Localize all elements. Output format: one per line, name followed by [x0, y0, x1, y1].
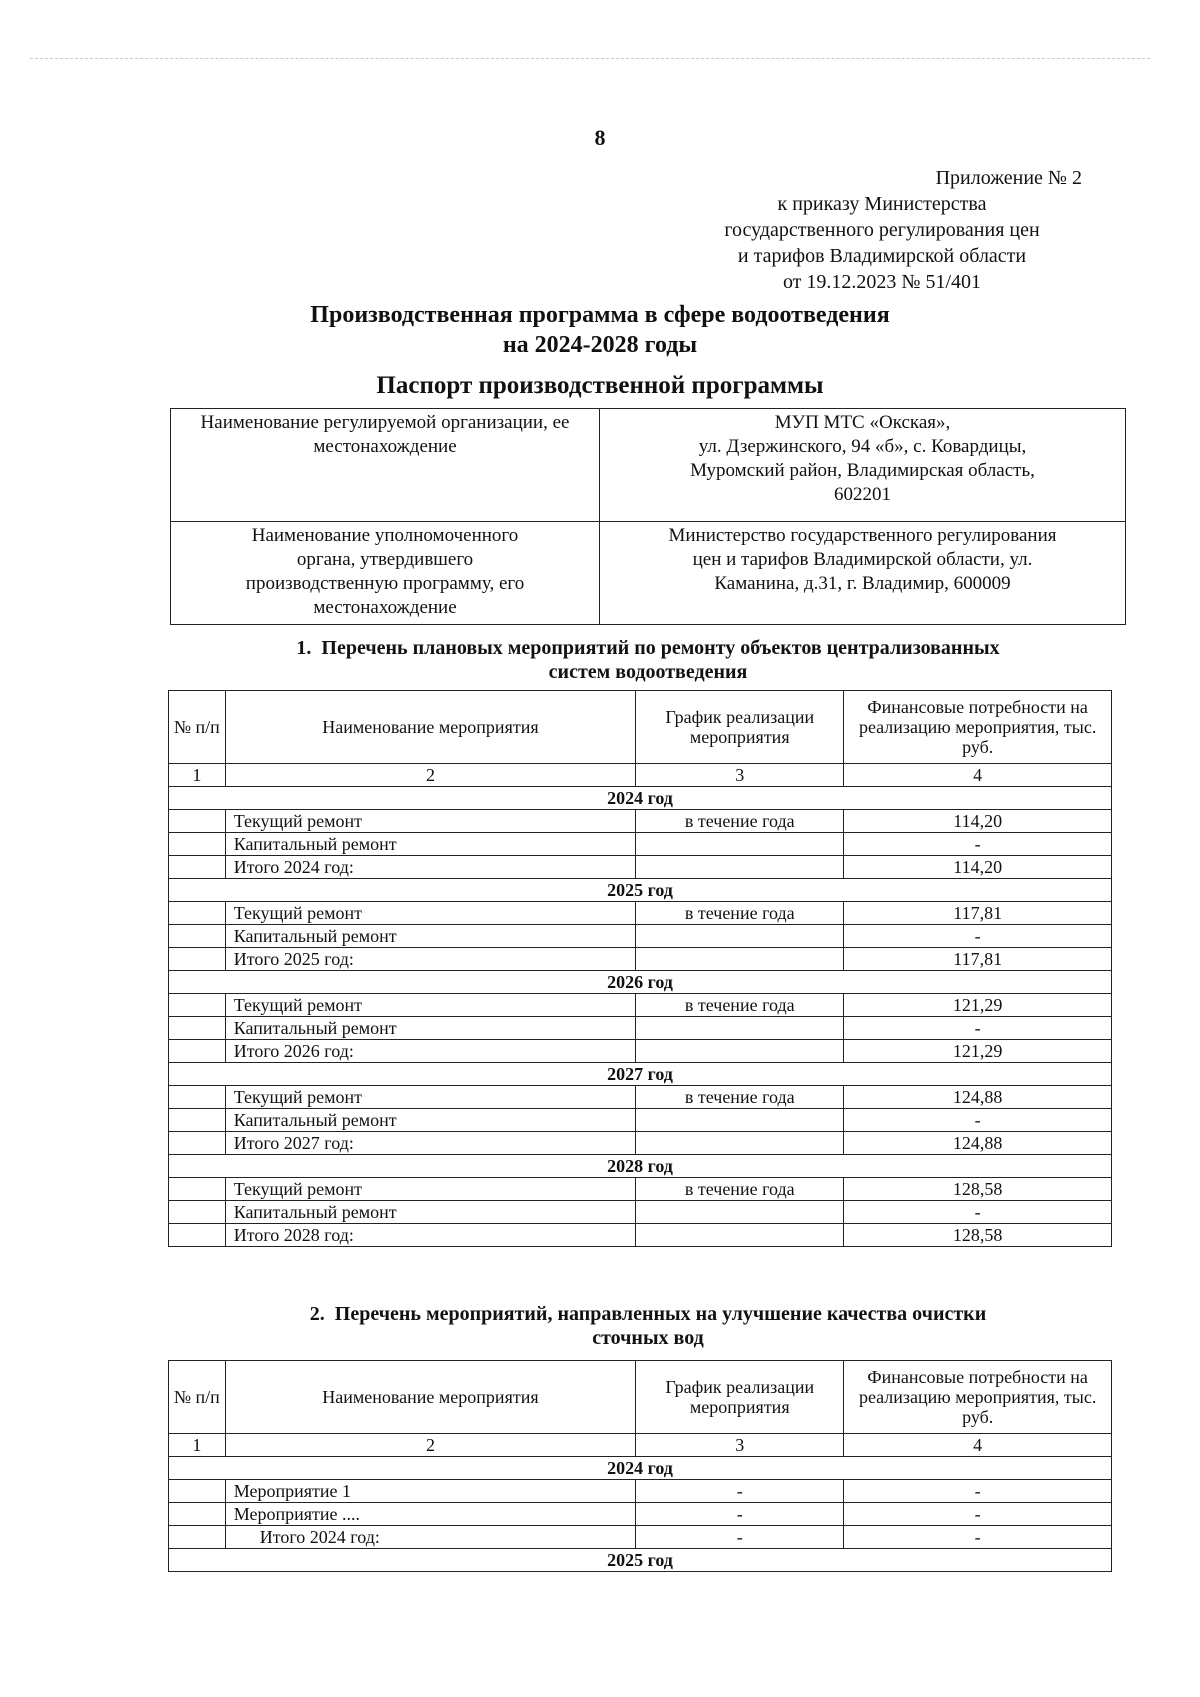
row-amount: 124,88: [844, 1086, 1112, 1109]
row-schedule: в течение года: [636, 902, 844, 925]
passport-value-line: Муромский район, Владимирская область,: [690, 460, 1035, 481]
row-amount: 117,81: [844, 948, 1112, 971]
row-name: Итого 2026 год:: [225, 1040, 635, 1063]
table-row: [169, 1178, 1112, 1201]
row-number: [169, 1040, 226, 1063]
row-number: [169, 810, 226, 833]
row-number: [169, 856, 226, 879]
passport-label: [171, 522, 600, 625]
section-heading-line: систем водоотведения: [548, 661, 748, 683]
header-number: № п/п: [169, 1361, 226, 1434]
passport-value-line: Министерство государственного регулирования: [668, 525, 1057, 546]
appendix-line: государственного регулирования цен: [724, 219, 1040, 241]
row-amount: -: [844, 833, 1112, 856]
column-number: 1: [169, 1434, 226, 1457]
scan-artifact-line: [30, 58, 1150, 59]
header-name: Наименование мероприятия: [225, 1361, 635, 1434]
row-number: [169, 1503, 226, 1526]
row-amount: 121,29: [844, 1040, 1112, 1063]
year-row: [169, 879, 1112, 902]
year-row: [169, 971, 1112, 994]
row-name: Итого 2027 год:: [225, 1132, 635, 1155]
column-number: 3: [636, 764, 844, 787]
table-row: [169, 1480, 1112, 1503]
row-number: [169, 925, 226, 948]
table-row: [169, 1526, 1112, 1549]
column-number: 2: [225, 1434, 635, 1457]
passport-title: Паспорт производственной программы: [376, 372, 824, 399]
row-schedule: [636, 856, 844, 879]
row-number: [169, 1224, 226, 1247]
row-amount: 121,29: [844, 994, 1112, 1017]
passport-label: Наименование регулируемой организации, ее местонахождение: [171, 409, 600, 522]
year-label: 2024 год: [169, 1457, 1112, 1480]
document-title-line: на 2024-2028 годы: [502, 332, 698, 358]
section-number: 2.: [309, 1303, 325, 1325]
table-row: [169, 1086, 1112, 1109]
section-title: Перечень плановых мероприятий по ремонту объектов централизованных: [321, 637, 1000, 659]
year-label: 2025 год: [169, 1549, 1112, 1572]
column-number: 1: [169, 764, 226, 787]
document-title: [150, 300, 1050, 360]
row-amount: 128,58: [844, 1178, 1112, 1201]
row-name: Капитальный ремонт: [225, 1201, 635, 1224]
row-schedule: в течение года: [636, 994, 844, 1017]
row-name: Итого 2025 год:: [225, 948, 635, 971]
section-number: 1.: [296, 637, 312, 659]
row-schedule: [636, 1132, 844, 1155]
row-number: [169, 1178, 226, 1201]
row-schedule: -: [636, 1480, 844, 1503]
table-row: [169, 1132, 1112, 1155]
row-name: Итого 2024 год:: [225, 856, 635, 879]
table-row: [169, 1201, 1112, 1224]
section-2-table: [168, 1360, 1112, 1572]
row-schedule: [636, 1040, 844, 1063]
column-number: 3: [636, 1434, 844, 1457]
table-row: [169, 856, 1112, 879]
row-amount: 124,88: [844, 1132, 1112, 1155]
row-name: Капитальный ремонт: [225, 925, 635, 948]
appendix-block: [672, 165, 1092, 295]
row-name: Текущий ремонт: [225, 1086, 635, 1109]
year-row: [169, 1549, 1112, 1572]
year-label: 2028 год: [169, 1155, 1112, 1178]
document-title-line: Производственная программа в сфере водоотведения: [310, 302, 890, 328]
row-schedule: -: [636, 1526, 844, 1549]
row-name: Мероприятие 1: [225, 1480, 635, 1503]
row-number: [169, 833, 226, 856]
row-schedule: [636, 1224, 844, 1247]
column-number: 4: [844, 764, 1112, 787]
page-number: 8: [594, 125, 606, 150]
row-schedule: -: [636, 1503, 844, 1526]
passport-value-line: МУП МТС «Окская»,: [774, 412, 951, 433]
table-row: [169, 994, 1112, 1017]
row-schedule: [636, 925, 844, 948]
section-heading-line: [170, 1302, 1126, 1326]
table-row: [169, 902, 1112, 925]
table-row: [169, 1224, 1112, 1247]
row-number: [169, 1480, 226, 1503]
passport-row: [171, 522, 1126, 625]
header-funding: Финансовые потребности на реализацию мероприятия, тыс. руб.: [844, 1361, 1112, 1434]
column-number: 4: [844, 1434, 1112, 1457]
appendix-line: Приложение № 2: [935, 167, 1082, 189]
row-name: Капитальный ремонт: [225, 1017, 635, 1040]
table-header-row: [169, 691, 1112, 764]
passport-value-line: 602201: [834, 484, 891, 505]
header-schedule: График реализации мероприятия: [636, 691, 844, 764]
section-2-heading: [170, 1302, 1126, 1350]
table-row: [169, 1109, 1112, 1132]
row-amount: -: [844, 1201, 1112, 1224]
section-heading-line: сточных вод: [592, 1327, 704, 1349]
header-name: Наименование мероприятия: [225, 691, 635, 764]
table-row: [169, 1503, 1112, 1526]
row-schedule: [636, 1201, 844, 1224]
row-schedule: в течение года: [636, 1086, 844, 1109]
appendix-line: к приказу Министерства: [777, 193, 987, 215]
row-amount: -: [844, 1526, 1112, 1549]
row-number: [169, 902, 226, 925]
table-row: [169, 948, 1112, 971]
column-number: 2: [225, 764, 635, 787]
row-schedule: [636, 833, 844, 856]
row-number: [169, 1201, 226, 1224]
row-amount: 117,81: [844, 902, 1112, 925]
year-label: 2027 год: [169, 1063, 1112, 1086]
row-name: Итого 2024 год:: [225, 1526, 635, 1549]
passport-value-line: цен и тарифов Владимирской области, ул.: [692, 549, 1033, 570]
header-schedule: График реализации мероприятия: [636, 1361, 844, 1434]
column-number-row: [169, 1434, 1112, 1457]
table-row: [169, 1017, 1112, 1040]
row-amount: 114,20: [844, 810, 1112, 833]
row-number: [169, 994, 226, 1017]
row-name: Итого 2028 год:: [225, 1224, 635, 1247]
row-number: [169, 948, 226, 971]
passport-label-line: производственную программу, его: [245, 573, 525, 594]
row-schedule: [636, 948, 844, 971]
row-amount: -: [844, 925, 1112, 948]
passport-table: [170, 408, 1126, 625]
passport-label-line: органа, утвердившего: [296, 549, 474, 570]
row-number: [169, 1109, 226, 1132]
table-row: [169, 810, 1112, 833]
header-number: № п/п: [169, 691, 226, 764]
section-title: Перечень мероприятий, направленных на улучшение качества очистки: [334, 1303, 987, 1325]
row-name: Текущий ремонт: [225, 810, 635, 833]
year-row: [169, 1155, 1112, 1178]
year-row: [169, 1457, 1112, 1480]
row-amount: 128,58: [844, 1224, 1112, 1247]
appendix-line: от 19.12.2023 № 51/401: [782, 271, 982, 293]
passport-value: [600, 409, 1126, 522]
passport-value-line: Каманина, д.31, г. Владимир, 600009: [714, 573, 1011, 594]
row-number: [169, 1017, 226, 1040]
table-row: [169, 1040, 1112, 1063]
header-funding: Финансовые потребности на реализацию мероприятия, тыс. руб.: [844, 691, 1112, 764]
passport-label-line: Наименование уполномоченного: [251, 525, 519, 546]
row-schedule: [636, 1109, 844, 1132]
row-schedule: в течение года: [636, 1178, 844, 1201]
row-number: [169, 1526, 226, 1549]
row-name: Капитальный ремонт: [225, 833, 635, 856]
row-name: Текущий ремонт: [225, 1178, 635, 1201]
table-header-row: [169, 1361, 1112, 1434]
table-row: [169, 925, 1112, 948]
passport-value: [600, 522, 1126, 625]
section-1-table: [168, 690, 1112, 1247]
row-amount: -: [844, 1109, 1112, 1132]
row-name: Текущий ремонт: [225, 902, 635, 925]
year-row: [169, 787, 1112, 810]
passport-label-line: местонахождение: [313, 597, 457, 618]
row-number: [169, 1086, 226, 1109]
appendix-line: и тарифов Владимирской области: [737, 245, 1027, 267]
row-amount: -: [844, 1480, 1112, 1503]
year-label: 2024 год: [169, 787, 1112, 810]
year-label: 2025 год: [169, 879, 1112, 902]
row-schedule: в течение года: [636, 810, 844, 833]
section-1-heading: [170, 636, 1126, 684]
passport-value-line: ул. Дзержинского, 94 «б», с. Ковардицы,: [698, 436, 1027, 457]
column-number-row: [169, 764, 1112, 787]
section-heading-line: [170, 636, 1126, 660]
row-name: Мероприятие ....: [225, 1503, 635, 1526]
row-amount: -: [844, 1503, 1112, 1526]
row-name: Капитальный ремонт: [225, 1109, 635, 1132]
row-amount: 114,20: [844, 856, 1112, 879]
row-amount: -: [844, 1017, 1112, 1040]
row-name: Текущий ремонт: [225, 994, 635, 1017]
passport-row: [171, 409, 1126, 522]
year-label: 2026 год: [169, 971, 1112, 994]
year-row: [169, 1063, 1112, 1086]
row-number: [169, 1132, 226, 1155]
row-schedule: [636, 1017, 844, 1040]
table-row: [169, 833, 1112, 856]
